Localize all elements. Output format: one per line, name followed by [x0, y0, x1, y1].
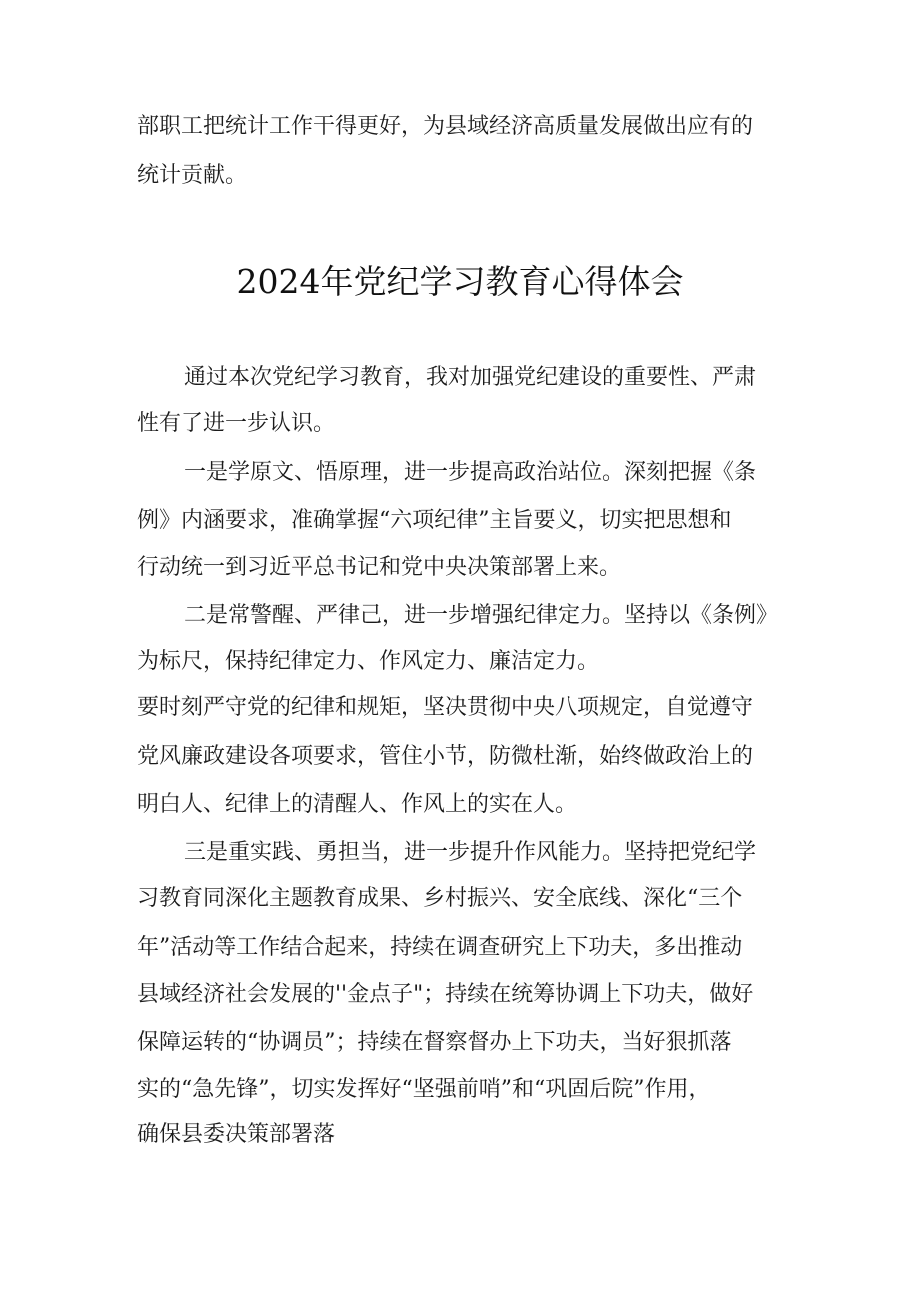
paragraph-3-line-5: 明白人、纪律上的清醒人、作风上的实在人。 — [137, 792, 578, 817]
paragraph-4-line-4: 县域经济社会发展的''金点子"；持续在统筹协调上下功夫，做好 — [137, 982, 754, 1007]
paragraph-3-line-4: 党风廉政建设各项要求，管住小节，防微杜渐，始终做政治上的 — [137, 744, 754, 769]
paragraph-4-line-5: 保障运转的“协调员”；持续在督察督办上下功夫，当好狠抓落 — [137, 1030, 732, 1055]
continuation-line-2: 统计贡献。 — [137, 163, 248, 188]
paragraph-4-line-2: 习教育同深化主题教育成果、乡村振兴、安全底线、深化“三个 — [137, 886, 743, 911]
paragraph-2-line-2: 例》内涵要求，准确掌握“六项纪律”主旨要义，切实把思想和 — [137, 508, 732, 533]
continuation-line-1: 部职工把统计工作干得更好，为县域经济高质量发展做出应有的 — [137, 114, 754, 139]
paragraph-4-line-3: 年”活动等工作结合起来，持续在调查研究上下功夫，多出推动 — [137, 935, 743, 960]
paragraph-2-line-3: 行动统一到习近平总书记和党中央决策部署上来。 — [137, 555, 622, 580]
paragraph-2-line-1: 一是学原文、悟原理，进一步提高政治站位。深刻把握《条 — [184, 460, 757, 485]
paragraph-4-line-6: 实的“急先锋”，切实发挥好“坚强前哨”和“巩固后院”作用， — [137, 1077, 711, 1102]
paragraph-4-line-1: 三是重实践、勇担当，进一步提升作风能力。坚持把党纪学 — [184, 840, 757, 865]
paragraph-1-line-2: 性有了进一步认识。 — [137, 411, 336, 436]
paragraph-3-line-2: 为标尺，保持纪律定力、作风定力、廉洁定力。 — [137, 649, 600, 674]
paragraph-3-line-1: 二是常警醒、严律己，进一步增强纪律定力。坚持以《条例》 — [184, 603, 779, 628]
paragraph-4-line-7: 确保县委决策部署落 — [137, 1122, 336, 1147]
paragraph-1-line-1: 通过本次党纪学习教育，我对加强党纪建设的重要性、严肃 — [184, 365, 757, 390]
paragraph-3-line-3: 要时刻严守党的纪律和规矩，坚决贯彻中央八项规定，自觉遵守 — [137, 695, 754, 720]
document-title: 2024年党纪学习教育心得体会 — [236, 262, 684, 301]
